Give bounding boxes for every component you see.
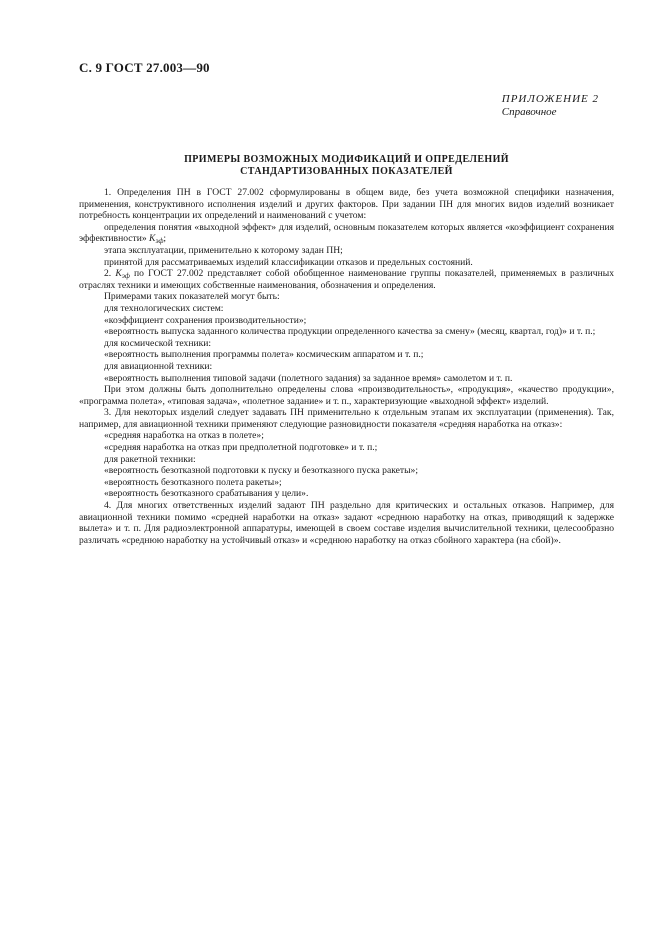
paragraph: «вероятность выполнения программы полета» космическим аппаратом и т. п.;: [104, 349, 424, 361]
paragraph: Примерами таких показателей могут быть:: [104, 291, 280, 303]
paragraph: принятой для рассматриваемых изделий классификации отказов и предельных состояний.: [104, 256, 473, 268]
paragraph: для ракетной техники:: [104, 453, 196, 465]
paragraph: «вероятность выполнения типовой задачи (полетного задания) за заданное время» самолетом и т. п.: [104, 372, 513, 384]
paragraph-text: по ГОСТ 27.002 представляет собой обобщенное наименование группы показателей, применяемых в различных отраслях техники и имеющих собственные наименования, обозначения и определения.: [79, 268, 614, 291]
paragraph: «вероятность безотказного полета ракеты»;: [104, 476, 282, 488]
section-title-line-1: ПРИМЕРЫ ВОЗМОЖНЫХ МОДИФИКАЦИЙ И ОПРЕДЕЛЕНИЙ: [184, 154, 509, 165]
page-header: С. 9 ГОСТ 27.003—90: [79, 60, 210, 75]
paragraph-text: определения понятия «выходной эффект» для изделий, основным показателем которых является «коэффициент сохранения эффективности»: [79, 221, 614, 245]
section-title: [79, 154, 614, 177]
paragraph: определения понятия «выходной эффект» для изделий, основным показателем которых является «коэффициент сохранения эффективности» $K_{эф}$;: [79, 221, 614, 246]
appendix-title: ПРИЛОЖЕНИЕ 2: [501, 93, 599, 105]
appendix-label: [502, 93, 599, 119]
paragraph: 4. Для многих ответственных изделий задают ПН раздельно для критических и остальных отказов. Например, для авиационной техники помимо «средней наработки на отказ» задают «среднюю наработку на отказ, приводящий к задержке вылета» и т. п. Для радиоэлектронной аппаратуры, имеющей в своем составе изделия вычислительной техники, целесообразно различать «среднюю наработку на устойчивый отказ» и «среднюю наработку на отказ сбойного характера (на сбой)».: [79, 500, 614, 546]
document-body: [79, 187, 614, 546]
k-eff-symbol: $K_{эф}$: [149, 233, 164, 246]
paragraph: для технологических систем:: [104, 302, 224, 314]
section-title-line-2: СТАНДАРТИЗОВАННЫХ ПОКАЗАТЕЛЕЙ: [240, 165, 453, 177]
paragraph: «вероятность выпуска заданного количества продукции определенного качества за смену» (месяц, квартал, год)» и т. п.;: [104, 326, 596, 338]
paragraph: «средняя наработка на отказ в полете»;: [104, 430, 264, 442]
k-eff-symbol: $K_{эф}$: [115, 268, 130, 281]
paragraph: для авиационной техники:: [104, 360, 213, 372]
paragraph: При этом должны быть дополнительно определены слова «производительность», «продукция», «качество продукции», «программа полета», «типовая задача», «полетное задание» и т. п., характеризующие «выходной эффект» изделий.: [79, 384, 614, 407]
paragraph: «вероятность безотказного срабатывания у цели».: [104, 488, 309, 500]
appendix-subtitle: Справочное: [501, 106, 557, 118]
paragraph: «вероятность безотказной подготовки к пуску и безотказного пуска ракеты»;: [104, 465, 418, 477]
paragraph: для космической техники:: [104, 337, 212, 349]
paragraph: «средняя наработка на отказ при предполетной подготовке» и т. п.;: [104, 442, 378, 454]
paragraph: «коэффициент сохранения производительности»;: [104, 314, 307, 326]
paragraph: 1. Определения ПН в ГОСТ 27.002 сформулированы в общем виде, без учета возможной специфики назначения, применения, конструктивного исполнения изделий и других факторов. При задании ПН для многих видов изделий возникает потребность концентрации их определений и наименований с учетом:: [79, 187, 614, 222]
section-number: 2.: [104, 268, 112, 280]
paragraph: 3. Для некоторых изделий следует задавать ПН применительно к отдельным этапам их эксплуатации (применения). Так, например, для авиационной техники применяют следующие разновидности показателя «средняя наработка на отказ»:: [79, 407, 614, 430]
paragraph: этапа эксплуатации, применительно к которому задан ПН;: [104, 244, 343, 256]
paragraph: [79, 268, 614, 291]
